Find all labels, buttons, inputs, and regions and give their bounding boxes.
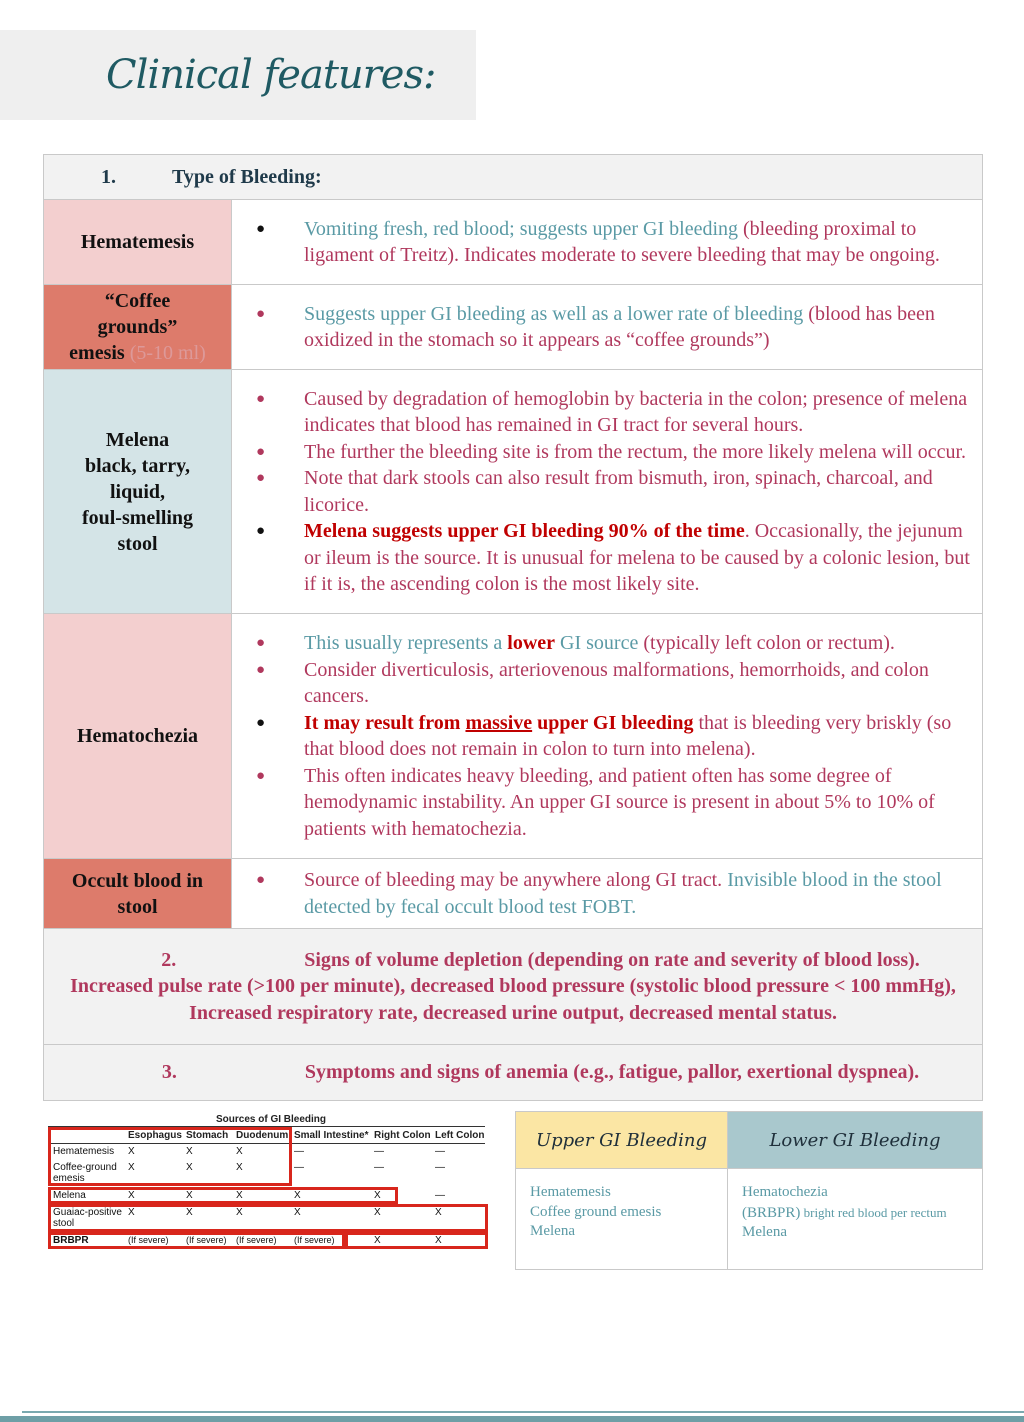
bullet-item: ● Melena suggests upper GI bleeding 90% of the time. Occasionally, the jejunum or ileum is the source. It is unusual for melena to be caused by a colonic lesion, but if it is, the ascending colon is the most likely site.: [256, 520, 970, 595]
column-header: Right Colon: [374, 1130, 431, 1141]
section-body: Increased pulse rate (>100 per minute), decreased blood pressure (systolic blood pressure < 100 mmHg), Increased respiratory rate, decreased urine output, decreased mental status.: [70, 975, 956, 1024]
bullet-icon: ●: [256, 661, 266, 678]
bullet-item: ● Caused by degradation of hemoglobin by bacteria in the colon; presence of melena indicates that blood has remained in GI tract for several hours.: [256, 387, 968, 436]
sources-title: Sources of GI Bleeding: [216, 1114, 327, 1125]
bullet-icon: ●: [256, 305, 266, 322]
bullet-item: ● Source of bleeding may be anywhere along GI tract. Invisible blood in the stool detected by fecal occult blood test FOBT.: [256, 869, 942, 918]
upper-gi-header: Upper GI Bleeding: [516, 1112, 728, 1169]
row-hematemesis: [44, 200, 983, 285]
source-row-name: Guaiac-positive stool: [53, 1207, 122, 1229]
column-header: Left Colon: [435, 1130, 485, 1141]
highlight-box: [48, 1204, 488, 1232]
bullet-icon: ●: [256, 470, 266, 486]
section-number: 1.: [101, 165, 116, 188]
source-row-name: Coffee-ground emesis: [53, 1162, 117, 1184]
row-coffee-grounds: [44, 285, 983, 370]
clinical-features-table: [43, 154, 983, 1101]
page-title: Clinical features:: [106, 52, 436, 98]
highlight-box: [48, 1127, 292, 1186]
bullet-item: ● It may result from massive upper GI bleeding that is bleeding very briskly (so that blood does not remain in colon to turn into melena).: [256, 711, 952, 760]
row-label: “Coffee grounds” emesis (5-10 ml): [44, 285, 232, 370]
section-title: Type of Bleeding:: [172, 165, 322, 188]
column-header: Duodenum: [236, 1130, 289, 1141]
section-1-header: [44, 155, 983, 200]
bullet-icon: ●: [256, 220, 266, 237]
section-number: 3.: [161, 1061, 177, 1084]
source-row-name: Melena: [53, 1190, 86, 1201]
highlight-box: [345, 1232, 488, 1249]
lower-gi-header: Lower GI Bleeding: [728, 1112, 983, 1169]
bullet-item: ● Note that dark stools can also result from bismuth, iron, spinach, charcoal, and licorice.: [256, 467, 933, 516]
lower-gi-list: Hematochezia (BRBPR) bright red blood per rectum Melena: [728, 1169, 983, 1270]
section-2: [44, 929, 983, 1045]
upper-gi-list: Hematemesis Coffee ground emesis Melena: [516, 1169, 728, 1270]
column-header: Stomach: [186, 1130, 229, 1141]
row-label: Occult blood in stool: [44, 859, 232, 929]
bullet-item: ● Suggests upper GI bleeding as well as a lower rate of bleeding (blood has been oxidized in the stomach so it appears as “coffee grounds”): [256, 302, 935, 351]
upper-lower-comparison: [515, 1111, 983, 1270]
source-row-name: BRBPR: [53, 1235, 89, 1246]
bullet-icon: ●: [256, 523, 266, 539]
bullet-item: ● This usually represents a lower GI source (typically left colon or rectum).: [232, 630, 982, 657]
bullet-icon: ●: [256, 390, 266, 407]
bullet-item: ● Vomiting fresh, red blood; suggests upper GI bleeding (bleeding proximal to ligament of Treitz). Indicates moderate to severe bleeding that may be ongoing.: [256, 217, 940, 266]
bullet-item: ● Consider diverticulosis, arteriovenous malformations, hemorrhoids, and colon cancers.: [256, 658, 929, 707]
bullet-icon: ●: [256, 767, 266, 784]
highlight-box: [48, 1232, 345, 1249]
bullet-icon: ●: [256, 443, 266, 460]
source-row-name: Hematemesis: [53, 1146, 115, 1157]
row-label: Hematochezia: [44, 614, 232, 859]
row-hematochezia: [44, 614, 983, 859]
row-occult-blood: [44, 859, 983, 929]
bullet-item: ● The further the bleeding site is from the rectum, the more likely melena will occur.: [232, 439, 982, 466]
section-3: [44, 1045, 983, 1101]
bullet-item: ● This often indicates heavy bleeding, and patient often has some degree of hemodynamic instability. An upper GI source is present in about 5% to 10% of patients with hematochezia.: [256, 764, 935, 840]
sources-table: Sources of GI Bleeding Esophagus Stomach Duodenum Small Intestine* Right Colon Left Colon Hematemesis X X X — — — Coffee-ground emesis X X X — — — Melena X X X X X — Guaiac-positive stool X X X X X X BRBPR (If severe) (If severe) (If severe) (If severe) X X: [48, 1112, 488, 1252]
column-header: Small Intestine*: [294, 1130, 369, 1141]
row-label: Melena black, tarry, liquid, foul-smelling stool: [44, 370, 232, 614]
bullet-icon: ●: [256, 635, 266, 651]
bullet-icon: ●: [256, 714, 266, 731]
row-label: Hematemesis: [44, 200, 232, 285]
row-melena: [44, 370, 983, 614]
bullet-icon: ●: [256, 872, 266, 888]
footer-bar: [0, 1416, 1024, 1422]
column-header: Esophagus: [128, 1130, 182, 1141]
section-number: 2.: [161, 948, 177, 971]
section-title: Signs of volume depletion (depending on rate and severity of blood loss).: [304, 948, 920, 971]
footer-rule: [22, 1411, 1024, 1413]
section-title: Symptoms and signs of anemia (e.g., fatigue, pallor, exertional dyspnea).: [304, 1061, 920, 1084]
highlight-box: [48, 1187, 398, 1204]
